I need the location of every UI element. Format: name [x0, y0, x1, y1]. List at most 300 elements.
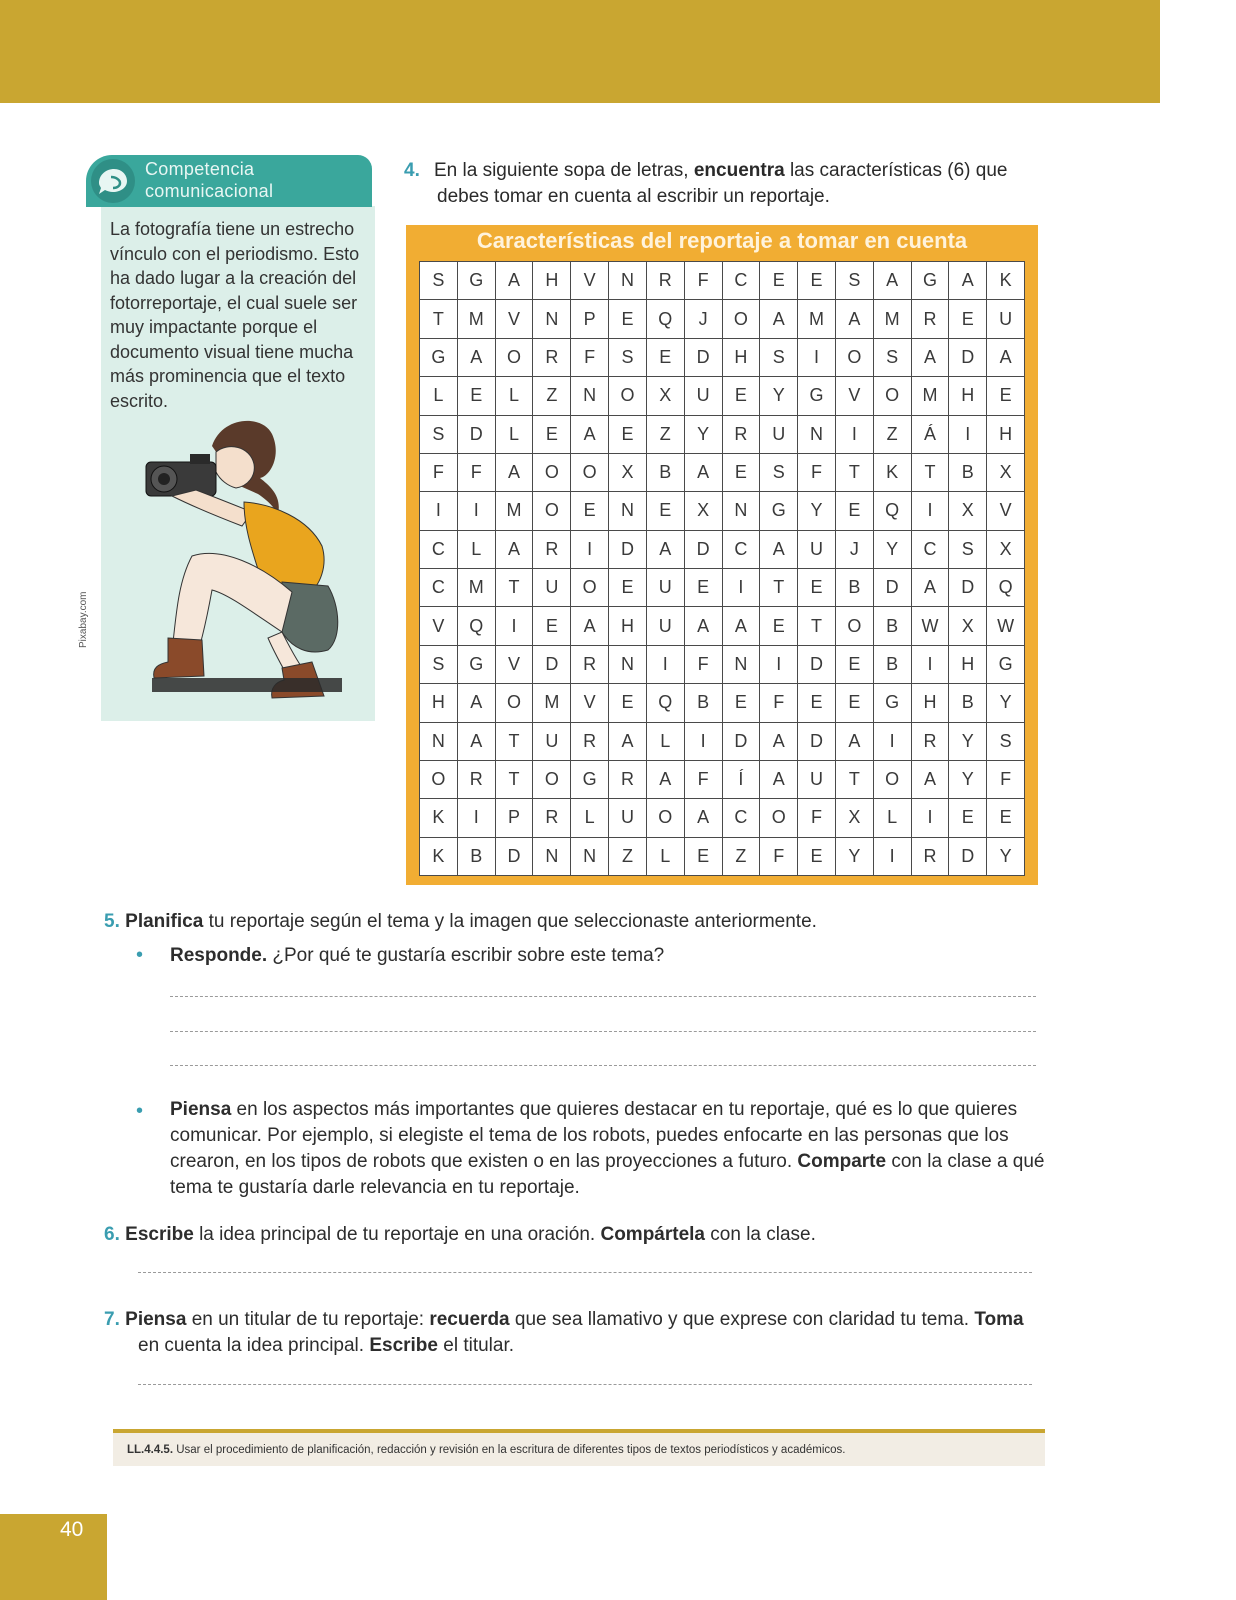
wordsearch-cell[interactable]: A: [760, 761, 798, 799]
wordsearch-cell[interactable]: S: [420, 646, 458, 684]
wordsearch-cell[interactable]: C: [723, 531, 761, 569]
exercise-4: [404, 158, 1044, 210]
wordsearch-cell[interactable]: A: [685, 607, 723, 645]
standard-description: Usar el procedimiento de planificación, redacción y revisión en la escritura de diferentes tipos de textos periodísticos y académicos.: [176, 1444, 846, 1456]
wordsearch-cell[interactable]: Y: [685, 416, 723, 454]
wordsearch-cell[interactable]: E: [458, 377, 496, 415]
wordsearch-cell[interactable]: F: [987, 761, 1025, 799]
wordsearch-cell[interactable]: Í: [723, 761, 761, 799]
wordsearch-cell[interactable]: R: [571, 723, 609, 761]
wordsearch-cell[interactable]: X: [685, 492, 723, 530]
wordsearch-cell[interactable]: Y: [836, 838, 874, 876]
wordsearch-cell[interactable]: T: [760, 569, 798, 607]
wordsearch-cell[interactable]: Q: [874, 492, 912, 530]
wordsearch-cell[interactable]: N: [609, 492, 647, 530]
wordsearch-cell[interactable]: T: [496, 723, 534, 761]
wordsearch-cell[interactable]: H: [949, 377, 987, 415]
wordsearch-cell[interactable]: E: [798, 262, 836, 300]
wordsearch-cell[interactable]: O: [496, 684, 534, 722]
wordsearch-cell[interactable]: A: [458, 339, 496, 377]
wordsearch-cell[interactable]: O: [760, 799, 798, 837]
wordsearch-cell[interactable]: Y: [949, 723, 987, 761]
wordsearch-cell[interactable]: A: [647, 761, 685, 799]
exercise-6-text2: con la clase.: [710, 1224, 816, 1245]
exercise-4-number: 4.: [404, 160, 420, 181]
wordsearch-cell[interactable]: C: [420, 531, 458, 569]
wordsearch-cell[interactable]: X: [949, 492, 987, 530]
wordsearch-cell[interactable]: H: [609, 607, 647, 645]
wordsearch-cell[interactable]: H: [723, 339, 761, 377]
wordsearch-cell[interactable]: O: [723, 300, 761, 338]
wordsearch-cell[interactable]: A: [458, 723, 496, 761]
wordsearch-cell[interactable]: A: [912, 339, 950, 377]
wordsearch-cell[interactable]: Z: [874, 416, 912, 454]
wordsearch-cell[interactable]: N: [723, 646, 761, 684]
wordsearch-cell[interactable]: N: [609, 262, 647, 300]
exercise-4-text-line2: debes tomar en cuenta al escribir un reportaje.: [437, 186, 830, 207]
wordsearch-cell[interactable]: I: [949, 416, 987, 454]
wordsearch-cell[interactable]: B: [874, 607, 912, 645]
wordsearch-cell[interactable]: G: [420, 339, 458, 377]
wordsearch-cell[interactable]: O: [533, 761, 571, 799]
wordsearch-cell[interactable]: D: [949, 339, 987, 377]
wordsearch-cell[interactable]: A: [723, 607, 761, 645]
wordsearch-cell[interactable]: I: [458, 492, 496, 530]
wordsearch-cell[interactable]: D: [533, 646, 571, 684]
wordsearch-cell[interactable]: O: [874, 761, 912, 799]
wordsearch-cell[interactable]: X: [949, 607, 987, 645]
wordsearch-cell[interactable]: U: [760, 416, 798, 454]
wordsearch-cell[interactable]: U: [533, 569, 571, 607]
wordsearch-cell[interactable]: Y: [874, 531, 912, 569]
wordsearch-cell[interactable]: G: [571, 761, 609, 799]
wordsearch-cell[interactable]: Z: [533, 377, 571, 415]
wordsearch-cell[interactable]: A: [685, 799, 723, 837]
wordsearch-cell[interactable]: T: [496, 761, 534, 799]
wordsearch-cell[interactable]: I: [685, 723, 723, 761]
exercise-6-number: 6.: [104, 1224, 120, 1245]
answer-line[interactable]: [138, 1384, 1032, 1385]
wordsearch-cell[interactable]: D: [609, 531, 647, 569]
wordsearch-cell[interactable]: N: [723, 492, 761, 530]
wordsearch-cell[interactable]: E: [949, 300, 987, 338]
wordsearch-cell[interactable]: A: [874, 262, 912, 300]
wordsearch-cell[interactable]: I: [798, 339, 836, 377]
wordsearch-cell[interactable]: H: [420, 684, 458, 722]
wordsearch-cell[interactable]: E: [533, 416, 571, 454]
wordsearch-cell[interactable]: A: [496, 531, 534, 569]
bullet2-line3-a: crearon, en los tipos de robots que existen o en las proyecciones a futuro.: [170, 1151, 793, 1172]
wordsearch-cell[interactable]: V: [496, 300, 534, 338]
wordsearch-cell[interactable]: E: [647, 339, 685, 377]
wordsearch-cell[interactable]: T: [836, 454, 874, 492]
wordsearch-cell[interactable]: G: [760, 492, 798, 530]
wordsearch-cell[interactable]: E: [949, 799, 987, 837]
wordsearch-cell[interactable]: O: [874, 377, 912, 415]
wordsearch-cell[interactable]: R: [723, 416, 761, 454]
wordsearch-cell[interactable]: H: [912, 684, 950, 722]
wordsearch-cell[interactable]: U: [609, 799, 647, 837]
exercise-7-text1: en un titular de tu reportaje:: [191, 1309, 425, 1330]
wordsearch-cell[interactable]: N: [571, 377, 609, 415]
wordsearch-cell[interactable]: F: [760, 838, 798, 876]
answer-line[interactable]: [170, 1031, 1036, 1032]
photo-credit: Pixabay.com: [78, 591, 89, 648]
exercise-7-line2-b: el titular.: [443, 1335, 515, 1356]
wordsearch-cell[interactable]: S: [760, 454, 798, 492]
wordsearch-cell[interactable]: K: [987, 262, 1025, 300]
wordsearch-cell[interactable]: R: [571, 646, 609, 684]
wordsearch-cell[interactable]: A: [571, 416, 609, 454]
wordsearch-cell[interactable]: F: [685, 262, 723, 300]
wordsearch-cell[interactable]: H: [949, 646, 987, 684]
wordsearch-cell[interactable]: A: [647, 531, 685, 569]
wordsearch-cell[interactable]: N: [798, 416, 836, 454]
wordsearch-cell[interactable]: D: [949, 838, 987, 876]
wordsearch-cell[interactable]: I: [420, 492, 458, 530]
wordsearch-cell[interactable]: M: [874, 300, 912, 338]
wordsearch-cell[interactable]: M: [798, 300, 836, 338]
wordsearch-cell[interactable]: K: [420, 838, 458, 876]
wordsearch-cell[interactable]: U: [647, 607, 685, 645]
wordsearch-cell[interactable]: O: [647, 799, 685, 837]
wordsearch-cell[interactable]: A: [496, 262, 534, 300]
wordsearch-cell[interactable]: U: [798, 761, 836, 799]
wordsearch-cell[interactable]: D: [723, 723, 761, 761]
wordsearch-cell[interactable]: R: [458, 761, 496, 799]
wordsearch-cell[interactable]: Z: [723, 838, 761, 876]
wordsearch-cell[interactable]: E: [571, 492, 609, 530]
wordsearch-cell[interactable]: Y: [798, 492, 836, 530]
answer-line[interactable]: [138, 1272, 1032, 1273]
wordsearch-cell[interactable]: L: [647, 723, 685, 761]
wordsearch-cell[interactable]: O: [496, 339, 534, 377]
wordsearch-cell[interactable]: I: [912, 799, 950, 837]
wordsearch-cell[interactable]: B: [874, 646, 912, 684]
wordsearch-cell[interactable]: F: [798, 799, 836, 837]
wordsearch-cell[interactable]: I: [496, 607, 534, 645]
wordsearch-cell[interactable]: V: [987, 492, 1025, 530]
exercise-5: [104, 909, 1044, 935]
wordsearch-cell[interactable]: N: [533, 300, 571, 338]
wordsearch-cell[interactable]: A: [685, 454, 723, 492]
wordsearch-cell[interactable]: X: [647, 377, 685, 415]
wordsearch-cell[interactable]: Q: [647, 300, 685, 338]
wordsearch-cell[interactable]: O: [533, 454, 571, 492]
wordsearch-cell[interactable]: G: [798, 377, 836, 415]
exercise-7-text2: que sea llamativo y que exprese con claridad tu tema.: [514, 1309, 970, 1330]
wordsearch-cell[interactable]: P: [496, 799, 534, 837]
exercise-5-bullet-1: [170, 943, 1040, 969]
wordsearch-cell[interactable]: A: [760, 531, 798, 569]
wordsearch-cell[interactable]: E: [685, 569, 723, 607]
wordsearch-cell[interactable]: U: [987, 300, 1025, 338]
wordsearch-cell[interactable]: I: [723, 569, 761, 607]
exercise-6-bold1: Escribe: [125, 1224, 194, 1245]
wordsearch-cell[interactable]: Y: [987, 838, 1025, 876]
wordsearch-cell[interactable]: M: [458, 569, 496, 607]
wordsearch-cell[interactable]: C: [723, 262, 761, 300]
wordsearch-cell[interactable]: I: [836, 416, 874, 454]
page-number: 40: [60, 1518, 84, 1541]
bullet2-text-a: en los aspectos más importantes que quieres destacar en tu reportaje, qué es lo que quieres: [236, 1099, 1018, 1120]
wordsearch-cell[interactable]: L: [458, 531, 496, 569]
wordsearch-cell[interactable]: B: [685, 684, 723, 722]
wordsearch-cell[interactable]: D: [874, 569, 912, 607]
wordsearch-cell[interactable]: Á: [912, 416, 950, 454]
wordsearch-cell[interactable]: T: [836, 761, 874, 799]
wordsearch-cell[interactable]: R: [533, 339, 571, 377]
wordsearch-cell[interactable]: O: [533, 492, 571, 530]
exercise-5-bullet-2: [170, 1097, 1050, 1201]
wordsearch-cell[interactable]: A: [760, 723, 798, 761]
wordsearch-cell[interactable]: E: [798, 838, 836, 876]
standard-code: LL.4.4.5.: [127, 1444, 174, 1456]
wordsearch-cell[interactable]: S: [987, 723, 1025, 761]
wordsearch-cell[interactable]: J: [836, 531, 874, 569]
wordsearch-cell[interactable]: E: [609, 416, 647, 454]
wordsearch-cell[interactable]: O: [836, 607, 874, 645]
wordsearch-cell[interactable]: L: [647, 838, 685, 876]
wordsearch-cell[interactable]: J: [685, 300, 723, 338]
wordsearch-cell[interactable]: K: [420, 799, 458, 837]
wordsearch-cell[interactable]: I: [571, 531, 609, 569]
wordsearch-cell[interactable]: R: [912, 300, 950, 338]
sidebar-title-line2: comunicacional: [145, 181, 274, 201]
wordsearch-cell[interactable]: E: [798, 569, 836, 607]
wordsearch-cell[interactable]: T: [912, 454, 950, 492]
wordsearch-cell[interactable]: R: [533, 531, 571, 569]
wordsearch-cell[interactable]: D: [798, 723, 836, 761]
wordsearch-cell[interactable]: I: [912, 492, 950, 530]
wordsearch-cell[interactable]: G: [912, 262, 950, 300]
wordsearch-cell[interactable]: S: [420, 416, 458, 454]
wordsearch-cell[interactable]: Q: [647, 684, 685, 722]
wordsearch-cell[interactable]: S: [609, 339, 647, 377]
wordsearch-cell[interactable]: T: [496, 569, 534, 607]
wordsearch-cell[interactable]: M: [458, 300, 496, 338]
wordsearch-cell[interactable]: Z: [609, 838, 647, 876]
wordsearch-cell[interactable]: O: [836, 339, 874, 377]
wordsearch-cell[interactable]: E: [609, 684, 647, 722]
wordsearch-cell[interactable]: M: [912, 377, 950, 415]
wordsearch-cell[interactable]: F: [458, 454, 496, 492]
wordsearch-cell[interactable]: E: [647, 492, 685, 530]
wordsearch-cell[interactable]: I: [458, 799, 496, 837]
wordsearch-cell[interactable]: E: [609, 300, 647, 338]
wordsearch-cell[interactable]: R: [647, 262, 685, 300]
wordsearch-cell[interactable]: Y: [987, 684, 1025, 722]
wordsearch-cell[interactable]: A: [458, 684, 496, 722]
wordsearch-cell[interactable]: K: [874, 454, 912, 492]
wordsearch-cell[interactable]: V: [420, 607, 458, 645]
wordsearch-cell[interactable]: E: [723, 377, 761, 415]
wordsearch-cell[interactable]: O: [420, 761, 458, 799]
wordsearch-cell[interactable]: E: [836, 646, 874, 684]
wordsearch-cell[interactable]: E: [609, 569, 647, 607]
wordsearch-cell[interactable]: D: [458, 416, 496, 454]
wordsearch-cell[interactable]: B: [949, 454, 987, 492]
wordsearch-cell[interactable]: C: [912, 531, 950, 569]
wordsearch-cell[interactable]: D: [496, 838, 534, 876]
wordsearch-cell[interactable]: Z: [647, 416, 685, 454]
wordsearch-cell[interactable]: S: [949, 531, 987, 569]
wordsearch-cell[interactable]: I: [647, 646, 685, 684]
wordsearch-cell[interactable]: G: [458, 262, 496, 300]
wordsearch-cell[interactable]: B: [949, 684, 987, 722]
wordsearch-cell[interactable]: X: [987, 531, 1025, 569]
wordsearch-cell[interactable]: O: [609, 377, 647, 415]
wordsearch-panel: [406, 225, 1038, 885]
wordsearch-cell[interactable]: A: [609, 723, 647, 761]
wordsearch-cell[interactable]: V: [571, 262, 609, 300]
wordsearch-cell[interactable]: F: [571, 339, 609, 377]
wordsearch-cell[interactable]: H: [533, 262, 571, 300]
wordsearch-cell[interactable]: A: [949, 262, 987, 300]
answer-line[interactable]: [170, 1065, 1036, 1066]
wordsearch-cell[interactable]: U: [533, 723, 571, 761]
wordsearch-cell[interactable]: C: [420, 569, 458, 607]
wordsearch-cell[interactable]: S: [874, 339, 912, 377]
wordsearch-cell[interactable]: Q: [458, 607, 496, 645]
wordsearch-cell[interactable]: T: [798, 607, 836, 645]
wordsearch-cell[interactable]: L: [571, 799, 609, 837]
exercise-7-number: 7.: [104, 1309, 120, 1330]
bullet1-bold: Responde.: [170, 945, 268, 966]
wordsearch-cell[interactable]: I: [912, 646, 950, 684]
exercise-7-bold4: Escribe: [369, 1335, 438, 1356]
wordsearch-cell[interactable]: F: [760, 684, 798, 722]
wordsearch-cell[interactable]: N: [420, 723, 458, 761]
sidebar-title: [145, 158, 273, 202]
wordsearch-cell[interactable]: R: [912, 723, 950, 761]
wordsearch-cell[interactable]: N: [571, 838, 609, 876]
wordsearch-cell[interactable]: I: [874, 838, 912, 876]
wordsearch-cell[interactable]: W: [987, 607, 1025, 645]
wordsearch-cell[interactable]: G: [874, 684, 912, 722]
wordsearch-cell[interactable]: Q: [987, 569, 1025, 607]
wordsearch-cell[interactable]: E: [798, 684, 836, 722]
wordsearch-cell[interactable]: Y: [760, 377, 798, 415]
wordsearch-cell[interactable]: C: [723, 799, 761, 837]
wordsearch-cell[interactable]: Y: [949, 761, 987, 799]
wordsearch-cell[interactable]: I: [760, 646, 798, 684]
wordsearch-cell[interactable]: W: [912, 607, 950, 645]
wordsearch-cell[interactable]: L: [496, 377, 534, 415]
wordsearch-cell[interactable]: U: [647, 569, 685, 607]
wordsearch-cell[interactable]: E: [836, 684, 874, 722]
wordsearch-cell[interactable]: F: [420, 454, 458, 492]
wordsearch-cell[interactable]: A: [760, 300, 798, 338]
wordsearch-cell[interactable]: E: [760, 607, 798, 645]
wordsearch-cell[interactable]: F: [685, 646, 723, 684]
wordsearch-cell[interactable]: M: [533, 684, 571, 722]
wordsearch-cell[interactable]: V: [496, 646, 534, 684]
wordsearch-cell[interactable]: F: [798, 454, 836, 492]
sidebar-text: La fotografía tiene un estrecho vínculo con el periodismo. Esto ha dado lugar a la creación del fotorreportaje, el cual suele ser muy impactante porque el documento visual tiene mucha más prominencia que el texto escrito.: [110, 219, 360, 411]
wordsearch-cell[interactable]: U: [685, 377, 723, 415]
wordsearch-cell[interactable]: D: [685, 339, 723, 377]
bullet-dot: •: [136, 1100, 144, 1122]
wordsearch-cell[interactable]: B: [836, 569, 874, 607]
bullet-dot: •: [136, 944, 144, 966]
wordsearch-cell[interactable]: A: [987, 339, 1025, 377]
answer-line[interactable]: [170, 996, 1036, 997]
wordsearch-cell[interactable]: N: [609, 646, 647, 684]
bullet2-line3-bold: Comparte: [797, 1151, 887, 1172]
bullet2-line4: tema te gustaría darle relevancia en tu reportaje.: [170, 1177, 580, 1198]
wordsearch-cell[interactable]: X: [987, 454, 1025, 492]
wordsearch-cell[interactable]: E: [685, 838, 723, 876]
wordsearch-cell[interactable]: F: [685, 761, 723, 799]
exercise-7-bold2: recuerda: [429, 1309, 510, 1330]
wordsearch-cell[interactable]: O: [571, 454, 609, 492]
wordsearch-cell[interactable]: B: [458, 838, 496, 876]
exercise-5-text: tu reportaje según el tema y la imagen que seleccionaste anteriormente.: [208, 911, 817, 932]
wordsearch-cell[interactable]: A: [912, 761, 950, 799]
wordsearch-cell[interactable]: E: [836, 492, 874, 530]
wordsearch-cell[interactable]: S: [760, 339, 798, 377]
wordsearch-cell[interactable]: A: [912, 569, 950, 607]
wordsearch-cell[interactable]: B: [647, 454, 685, 492]
wordsearch-cell[interactable]: P: [571, 300, 609, 338]
wordsearch-cell[interactable]: X: [609, 454, 647, 492]
wordsearch-cell[interactable]: A: [496, 454, 534, 492]
wordsearch-cell[interactable]: E: [723, 454, 761, 492]
wordsearch-cell[interactable]: A: [836, 300, 874, 338]
exercise-6-bold2: Compártela: [600, 1224, 705, 1245]
wordsearch-cell[interactable]: V: [571, 684, 609, 722]
wordsearch-grid: [419, 261, 1025, 876]
wordsearch-cell[interactable]: E: [987, 799, 1025, 837]
wordsearch-cell[interactable]: V: [836, 377, 874, 415]
wordsearch-cell[interactable]: E: [987, 377, 1025, 415]
wordsearch-cell[interactable]: U: [798, 531, 836, 569]
wordsearch-cell[interactable]: O: [571, 569, 609, 607]
wordsearch-cell[interactable]: M: [496, 492, 534, 530]
wordsearch-cell[interactable]: D: [685, 531, 723, 569]
wordsearch-cell[interactable]: A: [836, 723, 874, 761]
wordsearch-cell[interactable]: L: [874, 799, 912, 837]
wordsearch-cell[interactable]: L: [496, 416, 534, 454]
bullet2-line2: comunicar. Por ejemplo, si elegiste el tema de los robots, puedes enfocarte en las personas que los: [170, 1125, 1009, 1146]
exercise-4-text-a: En la siguiente sopa de letras,: [434, 160, 689, 181]
wordsearch-cell[interactable]: E: [760, 262, 798, 300]
exercise-7-line2-a: en cuenta la idea principal.: [138, 1335, 365, 1356]
wordsearch-cell[interactable]: X: [836, 799, 874, 837]
wordsearch-cell[interactable]: I: [874, 723, 912, 761]
wordsearch-cell[interactable]: H: [987, 416, 1025, 454]
bullet2-line3-b: con la clase a qué: [891, 1151, 1045, 1172]
wordsearch-cell[interactable]: D: [798, 646, 836, 684]
wordsearch-cell[interactable]: R: [609, 761, 647, 799]
wordsearch-cell[interactable]: A: [571, 607, 609, 645]
wordsearch-cell[interactable]: L: [420, 377, 458, 415]
wordsearch-cell[interactable]: S: [420, 262, 458, 300]
wordsearch-cell[interactable]: E: [533, 607, 571, 645]
wordsearch-cell[interactable]: G: [987, 646, 1025, 684]
wordsearch-cell[interactable]: R: [912, 838, 950, 876]
exercise-4-text-b: las características (6) que: [789, 160, 1008, 181]
wordsearch-cell[interactable]: G: [458, 646, 496, 684]
wordsearch-cell[interactable]: R: [533, 799, 571, 837]
exercise-6: [104, 1222, 1044, 1248]
wordsearch-cell[interactable]: E: [723, 684, 761, 722]
wordsearch-cell[interactable]: T: [420, 300, 458, 338]
wordsearch-cell[interactable]: D: [949, 569, 987, 607]
wordsearch-cell[interactable]: N: [533, 838, 571, 876]
wordsearch-cell[interactable]: S: [836, 262, 874, 300]
